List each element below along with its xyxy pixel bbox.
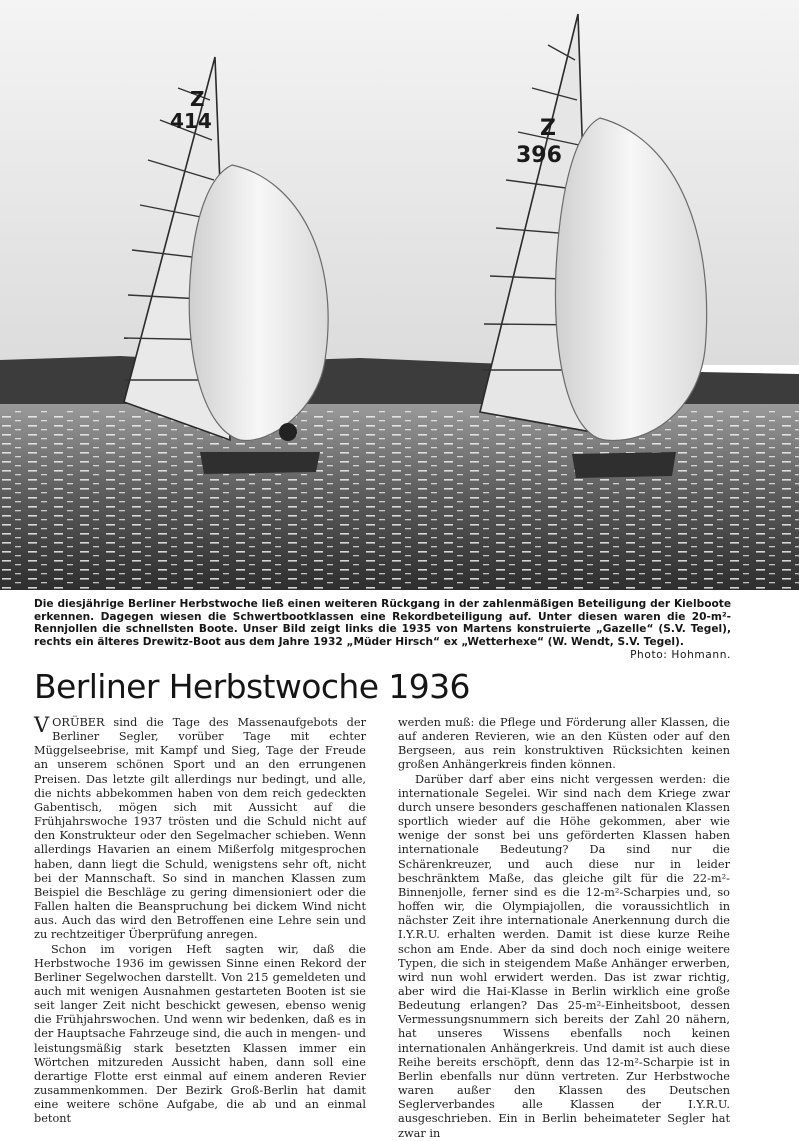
photo-caption — [34, 598, 731, 662]
article-column-left — [34, 713, 366, 1127]
article-title: Berliner Herbstwoche 1936 — [34, 667, 470, 706]
photo-credit: Photo: Hohmann. — [630, 648, 731, 661]
article-paragraph-4: Darüber darf aber eins nicht vergessen werden: die internationale Segelei. Wir sind nach dem Kriege zwar durch unsere besonders geschaffenen nationalen Klassen sportlich wieder auf die Höhe gekommen, aber wie wenige der sonst bei uns geförderten Klassen haben internationale Bedeutung? Da sind nur die Schärenkreuzer, und auch diese nur in leider beschränktem Maße, das gleiche gilt für die 22-m²-Binnenjolle, ferner sind es die 12-m²-Scharpies und, so hoffen wir, die Olympiajollen, die voraussichtlich in nächster Zeit ihre internationale Anerkennung durch die I.Y.R.U. erhalten werden. Damit ist diese kurze Reihe schon am Ende. Aber da sind doch noch einige weitere Typen, die sich in steigendem Maße Anhänger erwerben, wird nun wohl erwidert werden. Das ist zwar richtig, aber wird die Hai-Klasse in Berlin wirklich eine große Bedeutung erlangen? Das 25-m²-Einheitsboot, dessen Vermessungsnummern sich bereits der Zahl 20 nähern, hat unseres Wissens ebenfalls noch keinen internationalen Anhängerkreis. Und damit ist auch diese Reihe bereits erschöpft, denn das 12-m²-Scharpie ist in Berlin ebenfalls nur dünn vertreten. Zur Herbstwoche waren außer den Klassen des Deutschen Seglerverbandes alle Klassen der I.Y.R.U. ausgeschrieben. Ein in Berlin beheimateter Segler hat zwar in — [398, 772, 730, 1140]
drop-cap: V — [34, 713, 50, 737]
right-sail-number: 396 — [516, 143, 562, 168]
right-hull — [572, 452, 676, 478]
article-column-right — [398, 716, 730, 1141]
left-sail-number: 414 — [170, 109, 212, 133]
article-paragraph-3: werden muß: die Pflege und Förderung aller Klassen, die auf anderen Revieren, wie an den Küsten oder auf den Bergseen, aus rein konstruktiven Rücksichten keinen großen Anhängerkreis finden können. — [398, 716, 730, 772]
right-sail-class-letter: Z — [540, 116, 556, 141]
water-glitter — [0, 410, 799, 590]
left-hull — [200, 452, 320, 474]
article-paragraph-1 — [34, 713, 366, 943]
left-helmsman — [279, 423, 297, 441]
left-sail-class-letter: Z — [190, 87, 205, 111]
paragraph-1-text: ORÜBER sind die Tage des Massenaufgebots der Berliner Segler, vorüber Tage mit echter Müggelseebrise, mit Kampf und Sieg, Tage der Freude an unserem schönen Sport und an den errungenen Preisen. Das letzte gilt allerdings nur bedingt, und alle, die nichts abbekommen haben von dem reich gedeckten Gabentisch, mögen sich mit Aussicht auf die Frühjahrswoche 1937 trösten und die Schuld nicht auf den Konstrukteur oder den Segelmacher schieben. Wenn allerdings Havarien an einem Mißerfolg mitgesprochen haben, dann liegt die Schuld, wenigstens sehr oft, nicht bei der Mannschaft. So sind in manchen Klassen zum Beispiel die Beschläge zu gering dimensioniert oder die Fallen halten die Beanspruchung bei dickem Wind nicht aus. Auch das wird den Betroffenen eine Lehre sein und zu rechtzeitiger Überprüfung anregen. — [34, 716, 366, 942]
caption-text: Die diesjährige Berliner Herbstwoche ließ einen weiteren Rückgang in der zahlenmäßigen Beteiligung der Kielboote erkennen. Dagegen wiesen die Schwertbootklassen eine Rekordbeteiligung auf. Unter diesen waren die 20-m²-Rennjollen die schnellsten Boote. Unser Bild zeigt links die 1935 von Martens konstruierte „Gazelle“ (S.V. Tegel), rechts ein älteres Drewitz-Boot aus dem Jahre 1932 „Müder Hirsch“ ex „Wetterhexe“ (W. Wendt, S.V. Tegel). — [34, 598, 731, 649]
article-paragraph-2: Schon im vorigen Heft sagten wir, daß die Herbstwoche 1936 im gewissen Sinne einen Rekord der Berliner Segelwochen darstellt. Von 215 gemeldeten und auch mit wenigen Ausnahmen gestarteten Booten ist sie seit langer Zeit nicht beschickt gewesen, ebenso wenig die Frühjahrswochen. Und wenn wir bedenken, daß es in der Hauptsache Fahrzeuge sind, die auch in mengen- und leistungsmäßig stark besetzten Klassen immer ein Wörtchen mitzureden Aussicht haben, dann soll eine derartige Flotte erst einmal auf einem anderen Revier zusammenkommen. Der Bezirk Groß-Berlin hat damit eine weitere schöne Aufgabe, die ab und an einmal betont — [34, 942, 366, 1126]
